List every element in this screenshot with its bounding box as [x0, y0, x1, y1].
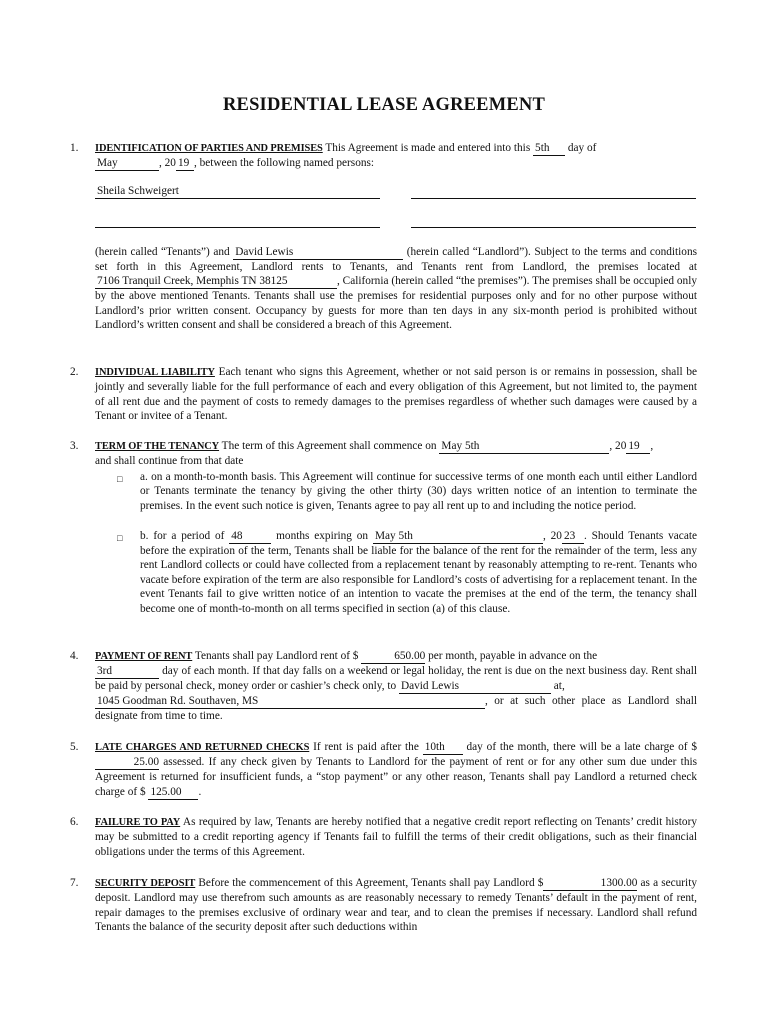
section-2	[95, 365, 697, 424]
option-a: a. on a month-to-month basis. This Agreement will continue for successive terms of one month each until either Landlord or Tenants terminate the tenancy by giving the other thirty (30) days written notice of an intention to terminate the premises. In the event such notice is given, Tenants agree to pay all rent up to and including the notice period.	[140, 471, 697, 512]
start-year-field: 19	[626, 440, 650, 454]
late-day-field: 10th	[423, 741, 463, 755]
section-text: If rent is paid after the	[309, 741, 423, 753]
section-text: This Agreement is made and entered into this	[322, 142, 534, 154]
section-text: , 20	[609, 440, 627, 452]
section-text: , or at such other place as Landlord shall designate from time to time.	[95, 695, 697, 723]
section-text: . Should Tenants vacate before the expiration of the term, Tenants shall be liable for the balance of the rent for the remainder of the term, less any rent Landlord collects or could have collected from a replacement tenant by reasonably attempting to re-rent. Tenants who vacate before expiration of the term are also responsible for Landlord’s costs of advertising for a replacement tenant. In the event Tenants fail to give written notice of an intention to vacate the premises at the end of the term, the tenancy shall become one of month-to-month on all terms specified in section (a) of this clause.	[140, 530, 697, 615]
section-1-intro	[95, 141, 697, 171]
section-text: (herein called “Tenants”) and	[95, 246, 234, 258]
section-7	[95, 876, 697, 935]
tenant-name-line: Sheila Schweigert	[95, 185, 380, 199]
section-text: and shall continue from that date	[95, 455, 244, 468]
section-text: , between the following named persons:	[193, 157, 375, 170]
late-charge-field: 25.00	[95, 756, 159, 770]
section-text: The term of this Agreement shall commence on	[219, 440, 440, 452]
section-text: day of the month, there will be a late charge of $	[462, 741, 697, 753]
section-text: , 20	[542, 530, 562, 542]
section-number: 3.	[70, 440, 79, 452]
section-text: , 20	[159, 157, 176, 170]
section-heading: IDENTIFICATION OF PARTIES AND PREMISES	[95, 143, 323, 154]
section-text: assessed. If any check given by Tenants to Landlord for the payment of rent or for any other sum due under this Agreement is returned for insufficient funds, a “stop payment” or any other reason, Tenants shall pay Landlord a returned check charge of $	[95, 756, 697, 798]
section-5	[95, 740, 697, 800]
section-heading: INDIVIDUAL LIABILITY	[95, 367, 215, 378]
rent-field: 650.00	[361, 650, 425, 664]
section-heading: LATE CHARGES AND RETURNED CHECKS	[95, 742, 310, 753]
premises-field: 7106 Tranquil Creek, Memphis TN 38125	[95, 275, 337, 289]
months-field: 48	[229, 530, 271, 544]
section-text: Each tenant who signs this Agreement, whether or not said person is or remains in possession, shall be jointly and severally liable for the full performance of each and every obligation of this Agreement, but not limited to, the payment of all rent due and the payment of costs to remedy damages to the premises regardless of whether such damages were caused by a Tenant or invitee of a Tenant.	[95, 366, 697, 423]
option-b	[140, 529, 697, 616]
checkbox-icon: □	[117, 474, 123, 484]
section-heading: TERM OF THE TENANCY	[95, 441, 220, 452]
document-title: RESIDENTIAL LEASE AGREEMENT	[222, 95, 546, 115]
tenant-name-line-blank	[411, 214, 696, 228]
section-text: (herein called “Landlord”). Subject to the terms and conditions set forth in this Agreement, Landlord rents to Tenants, and Tenants rent from Landlord, the premises located at	[95, 246, 697, 273]
checkbox-icon: □	[117, 533, 123, 543]
end-year-field: 23	[562, 530, 584, 544]
year-field: 19	[176, 157, 194, 171]
section-text: day of each month. If that day falls on a weekend or legal holiday, the rent is due on the next business day. Rent shall be paid by personal check, money order or cashier’s check only, to	[95, 665, 697, 693]
section-text: as a security deposit. Landlord may use therefrom such amounts as are reasonably necessary to remedy Tenants’ default in the payment of rent, repair damages to the premises exclusive of ordinary wear and tear, and to clean the premises if necessary. Landlord shall refund Tenants the balance of the security deposit after such deductions within	[95, 877, 697, 934]
section-text: Tenants shall pay Landlord rent of $	[192, 650, 362, 662]
section-number: 4.	[70, 650, 79, 662]
section-4	[95, 649, 697, 724]
deposit-field: 1300.00	[543, 877, 637, 891]
tenant-name-line-blank	[411, 185, 696, 199]
returned-check-field: 125.00	[148, 786, 198, 800]
section-text: ,	[650, 440, 654, 452]
section-1-body	[95, 245, 697, 333]
payee-field: David Lewis	[399, 680, 551, 694]
section-heading: PAYMENT OF RENT	[95, 651, 193, 662]
day-field: 5th	[533, 142, 565, 156]
section-number: 2.	[70, 366, 79, 378]
section-text: Before the commencement of this Agreement, Tenants shall pay Landlord $	[195, 877, 544, 889]
landlord-field: David Lewis	[233, 246, 403, 260]
payment-address-field: 1045 Goodman Rd. Southaven, MS	[95, 695, 485, 709]
due-day-field: 3rd	[95, 665, 159, 679]
section-number: 6.	[70, 816, 79, 828]
end-date-field: May 5th	[373, 530, 543, 544]
section-number: 5.	[70, 741, 79, 753]
section-heading: FAILURE TO PAY	[95, 817, 181, 828]
month-field: May	[95, 157, 159, 171]
tenant-name-line-blank	[95, 214, 380, 228]
section-text: .	[198, 785, 202, 798]
section-text: day of	[565, 142, 597, 154]
start-date-field: May 5th	[439, 440, 609, 454]
section-text: As required by law, Tenants are hereby notified that a negative credit report reflecting on Tenants’ credit history may be submitted to a credit reporting agency if Tenants fail to fulfill the terms of their credit obligations, such as their financial obligations under the terms of this Agreement.	[95, 816, 697, 858]
section-6	[95, 815, 697, 859]
section-text: per month, payable in advance on the	[425, 650, 598, 662]
section-text: , California (herein called “the premises”). The premises shall be occupied only by the above mentioned Tenants. Tenants shall use the premises for residential purposes only and for no other purpose without Landlord’s prior written consent. Occupancy by guests for more than ten days in any six-month period is prohibited without Landlord’s written consent and shall be considered a breach of this Agreement.	[95, 275, 697, 332]
section-text: b. for a period of	[140, 530, 230, 542]
section-number: 1.	[70, 142, 79, 154]
section-number: 7.	[70, 877, 79, 889]
section-3-intro	[95, 439, 697, 469]
section-heading: SECURITY DEPOSIT	[95, 878, 196, 889]
section-text: at,	[550, 680, 565, 693]
section-text: months expiring on	[271, 530, 373, 542]
